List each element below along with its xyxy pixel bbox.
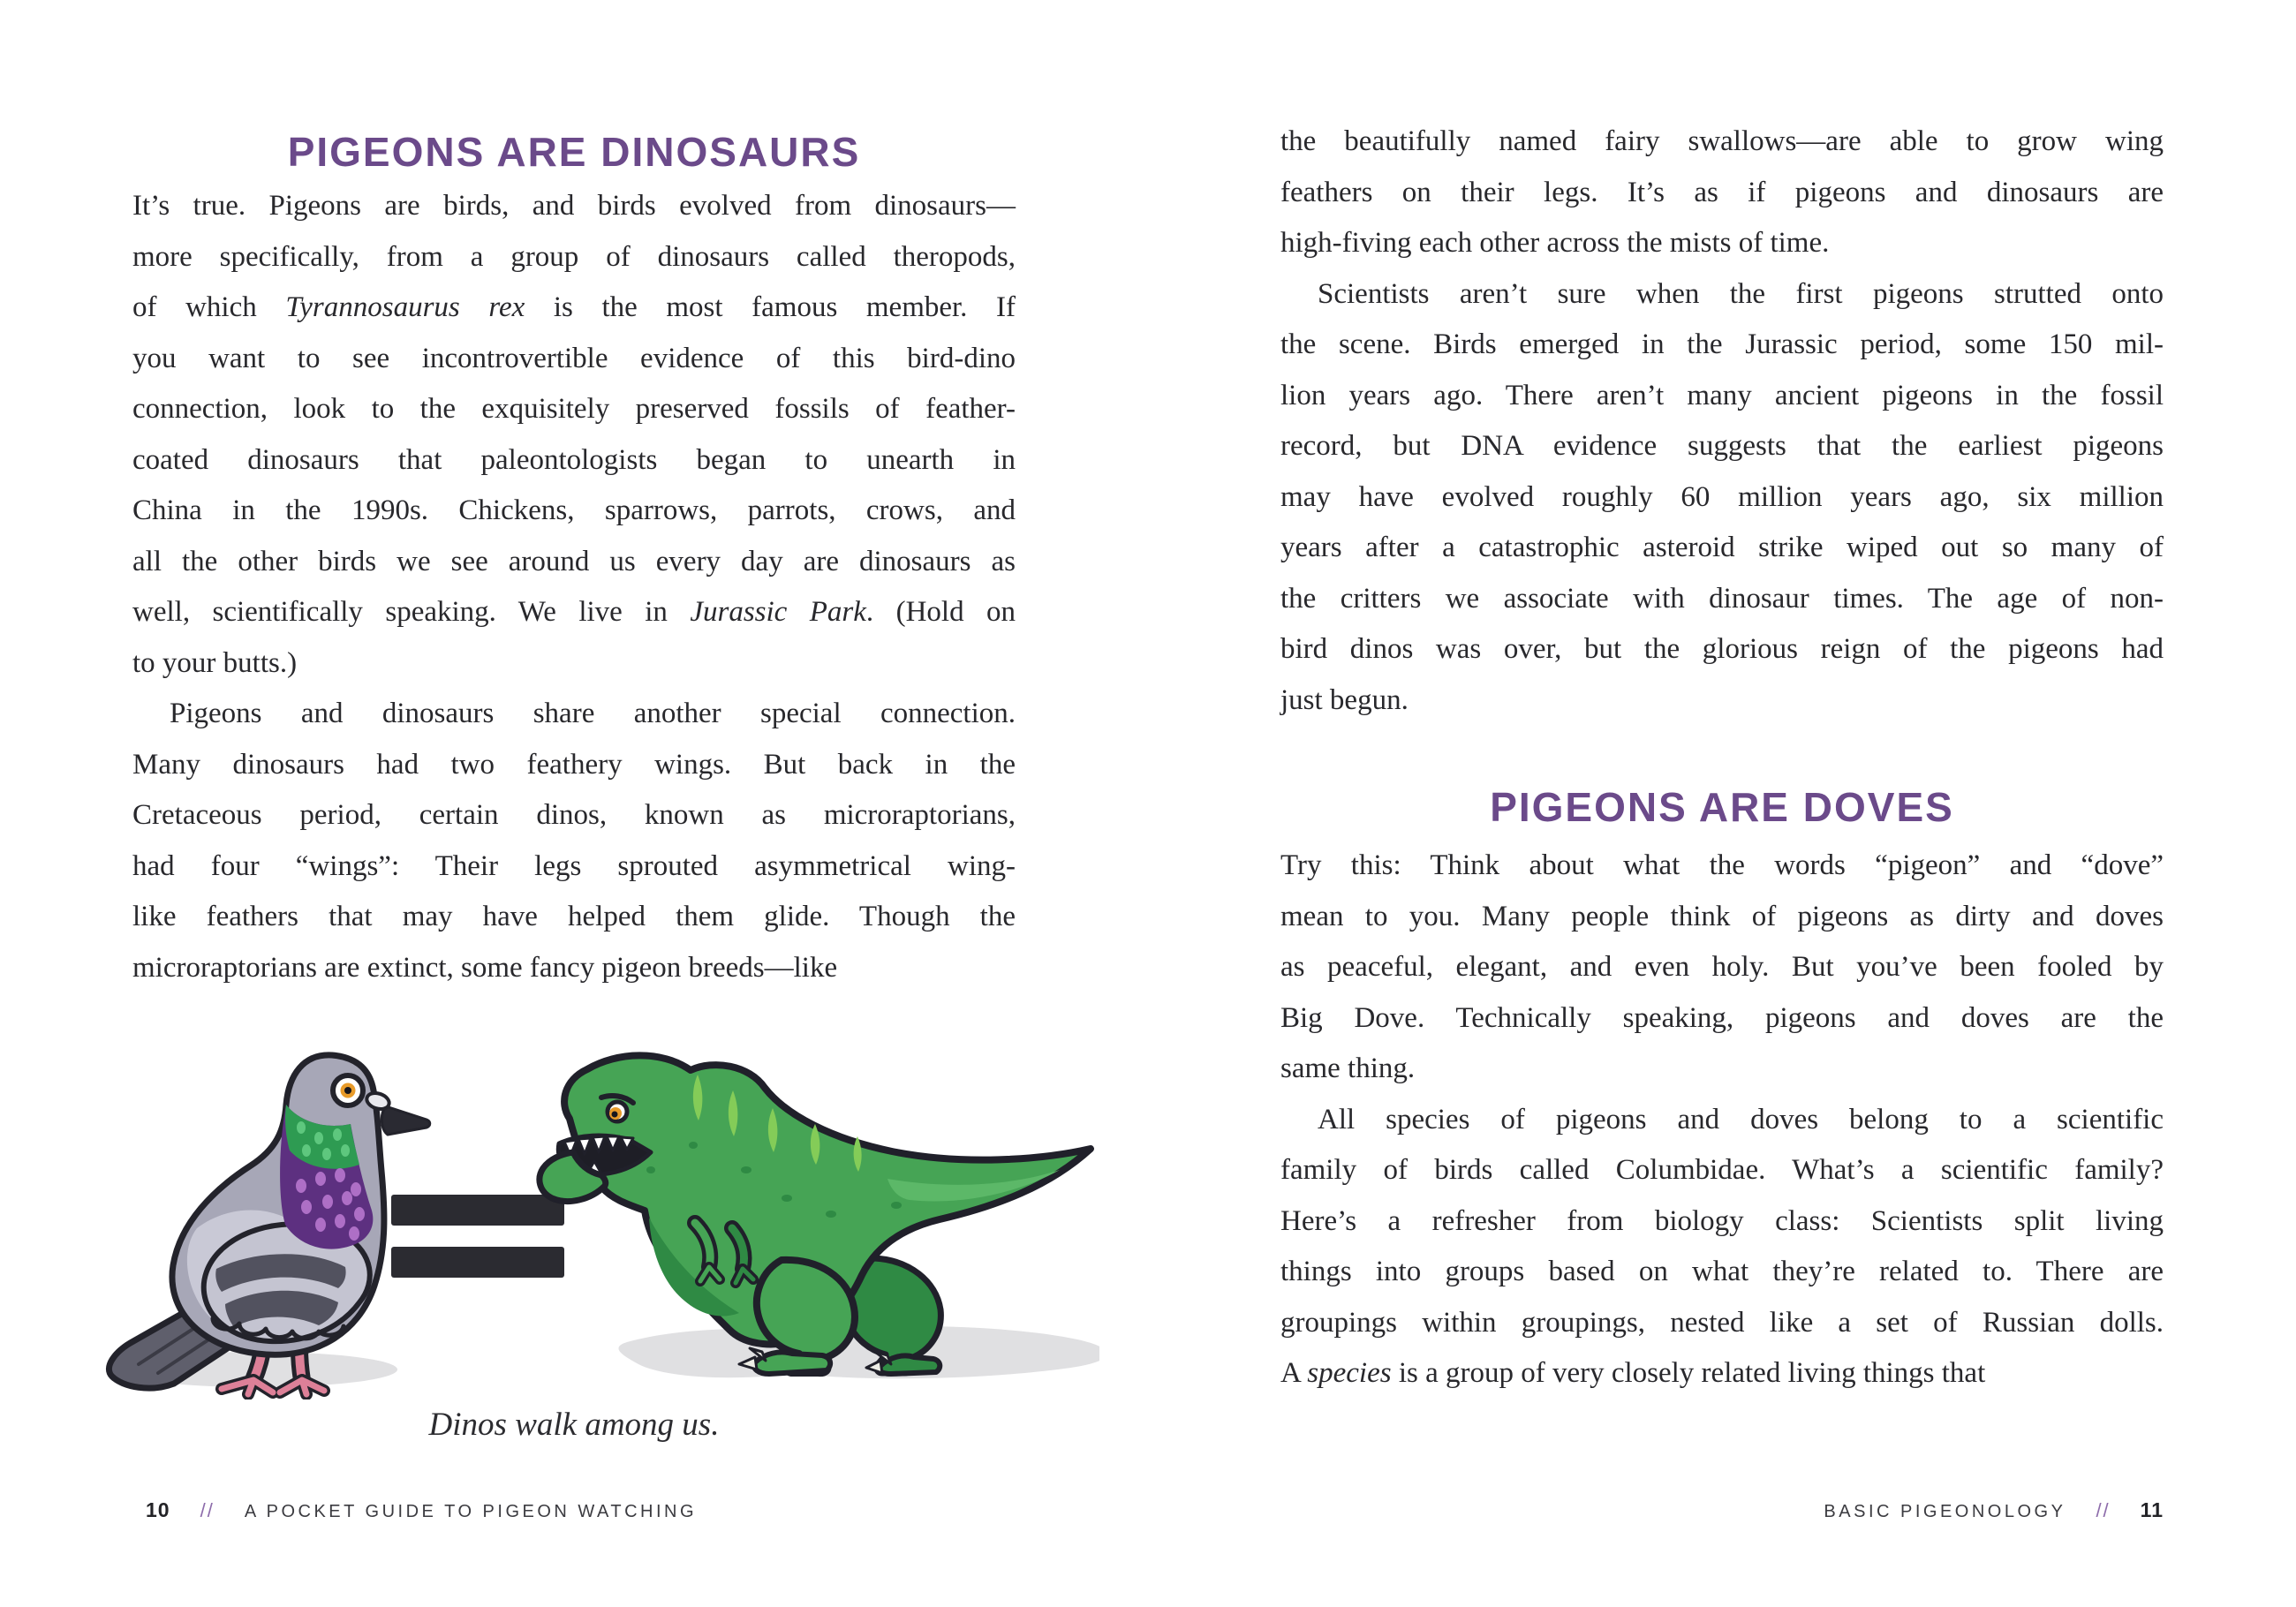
text-line: the critters we associate with dinosaur times. The age of non- (1280, 582, 2164, 615)
text-line: mean to you. Many people think of pigeons as dirty and doves (1280, 900, 2164, 932)
section-heading-doves: PIGEONS ARE DOVES (1490, 784, 1954, 830)
footer-right (1280, 1498, 2164, 1522)
text-line: Here’s a refresher from biology class: Scientists split living (1280, 1204, 2164, 1237)
footer-separator-icon: // (2096, 1499, 2111, 1521)
running-title-right: BASIC PIGEONOLOGY (1824, 1502, 2066, 1521)
pigeon-equals-trex-figure (75, 1037, 1099, 1400)
text-line: had four “wings”: Their legs sprouted asymmetrical wing- (132, 849, 1016, 882)
text-line: high-fiving each other across the mists of time. (1280, 227, 1830, 259)
text-line: well, scientifically speaking. We live in Jurassic Park. (Hold on (132, 596, 1016, 628)
section-heading-dinosaurs: PIGEONS ARE DINOSAURS (287, 129, 861, 175)
text-line: groupings within groupings, nested like a set of Russian dolls. (1280, 1306, 2164, 1339)
text-line: years after a catastrophic asteroid strike wiped out so many of (1280, 532, 2164, 563)
text-line: may have evolved roughly 60 million years ago, six million (1280, 480, 2164, 513)
text-line: Many dinosaurs had two feathery wings. But back in the (132, 748, 1016, 781)
text-line: more specifically, from a group of dinosaurs called theropods, (132, 240, 1016, 273)
figure-caption: Dinos walk among us. (428, 1407, 720, 1443)
text-line: family of birds called Columbidae. What’s a scientific family? (1280, 1154, 2164, 1186)
page-number-left: 10 (146, 1498, 170, 1521)
text-line: microraptorians are extinct, some fancy pigeon breeds—like (132, 951, 838, 984)
text-line: Big Dove. Technically speaking, pigeons and doves are the (1280, 1001, 2164, 1034)
text-line: to your butts.) (132, 646, 298, 679)
text-line: Pigeons and dinosaurs share another special connection. (170, 698, 1016, 729)
text-line: like feathers that may have helped them glide. Though the (132, 901, 1016, 932)
page-number-right: 11 (2140, 1498, 2164, 1521)
text-line: connection, look to the exquisitely preserved fossils of feather- (132, 393, 1016, 425)
body-text-right-top (1280, 117, 2164, 726)
text-line: same thing. (1280, 1052, 1416, 1084)
text-line: of which Tyrannosaurus rex is the most famous member. If (132, 291, 1016, 323)
pigeon-beak (381, 1106, 429, 1135)
text-line: A species is a group of very closely related living things that (1280, 1357, 1986, 1389)
text-line: the scene. Birds emerged in the Jurassic period, some 150 mil- (1280, 328, 2164, 360)
text-line: All species of pigeons and doves belong to a scientific (1318, 1103, 2164, 1135)
text-line: things into groups based on what they’re related to. There are (1280, 1256, 2164, 1287)
text-line: lion years ago. There aren’t many ancient pigeons in the fossil (1280, 379, 2164, 411)
body-text-left (132, 181, 1016, 993)
running-title-left: A POCKET GUIDE TO PIGEON WATCHING (244, 1502, 698, 1521)
pigeon-icon (109, 1055, 429, 1394)
footer-left (146, 1498, 697, 1522)
text-line: It’s true. Pigeons are birds, and birds evolved from dinosaurs— (132, 190, 1016, 222)
trex-icon (540, 1055, 1091, 1374)
text-line: the beautifully named fairy swallows—are able to grow wing (1280, 125, 2164, 157)
text-line: bird dinos was over, but the glorious reign of the pigeons had (1280, 633, 2164, 665)
text-line: China in the 1990s. Chickens, sparrows, parrots, crows, and (132, 494, 1016, 526)
text-line: coated dinosaurs that paleontologists began to unearth in (132, 443, 1016, 476)
text-line: just begun. (1280, 683, 1409, 716)
equals-sign-icon (391, 1195, 564, 1278)
text-line: Scientists aren’t sure when the first pigeons strutted onto (1318, 277, 2164, 310)
footer-separator-icon: // (200, 1499, 215, 1521)
text-line: Try this: Think about what the words “pigeon” and “dove” (1280, 849, 2164, 881)
text-line: record, but DNA evidence suggests that the earliest pigeons (1280, 430, 2164, 462)
text-line: Cretaceous period, certain dinos, known as microraptorians, (132, 799, 1016, 831)
text-line: feathers on their legs. It’s as if pigeons and dinosaurs are (1280, 176, 2164, 208)
text-line: as peaceful, elegant, and even holy. But you’ve been fooled by (1280, 951, 2164, 983)
text-line: you want to see incontrovertible evidence of this bird-dino (132, 342, 1016, 374)
body-text-right-bottom (1280, 841, 2164, 1400)
text-line: all the other birds we see around us every day are dinosaurs as (132, 545, 1016, 577)
